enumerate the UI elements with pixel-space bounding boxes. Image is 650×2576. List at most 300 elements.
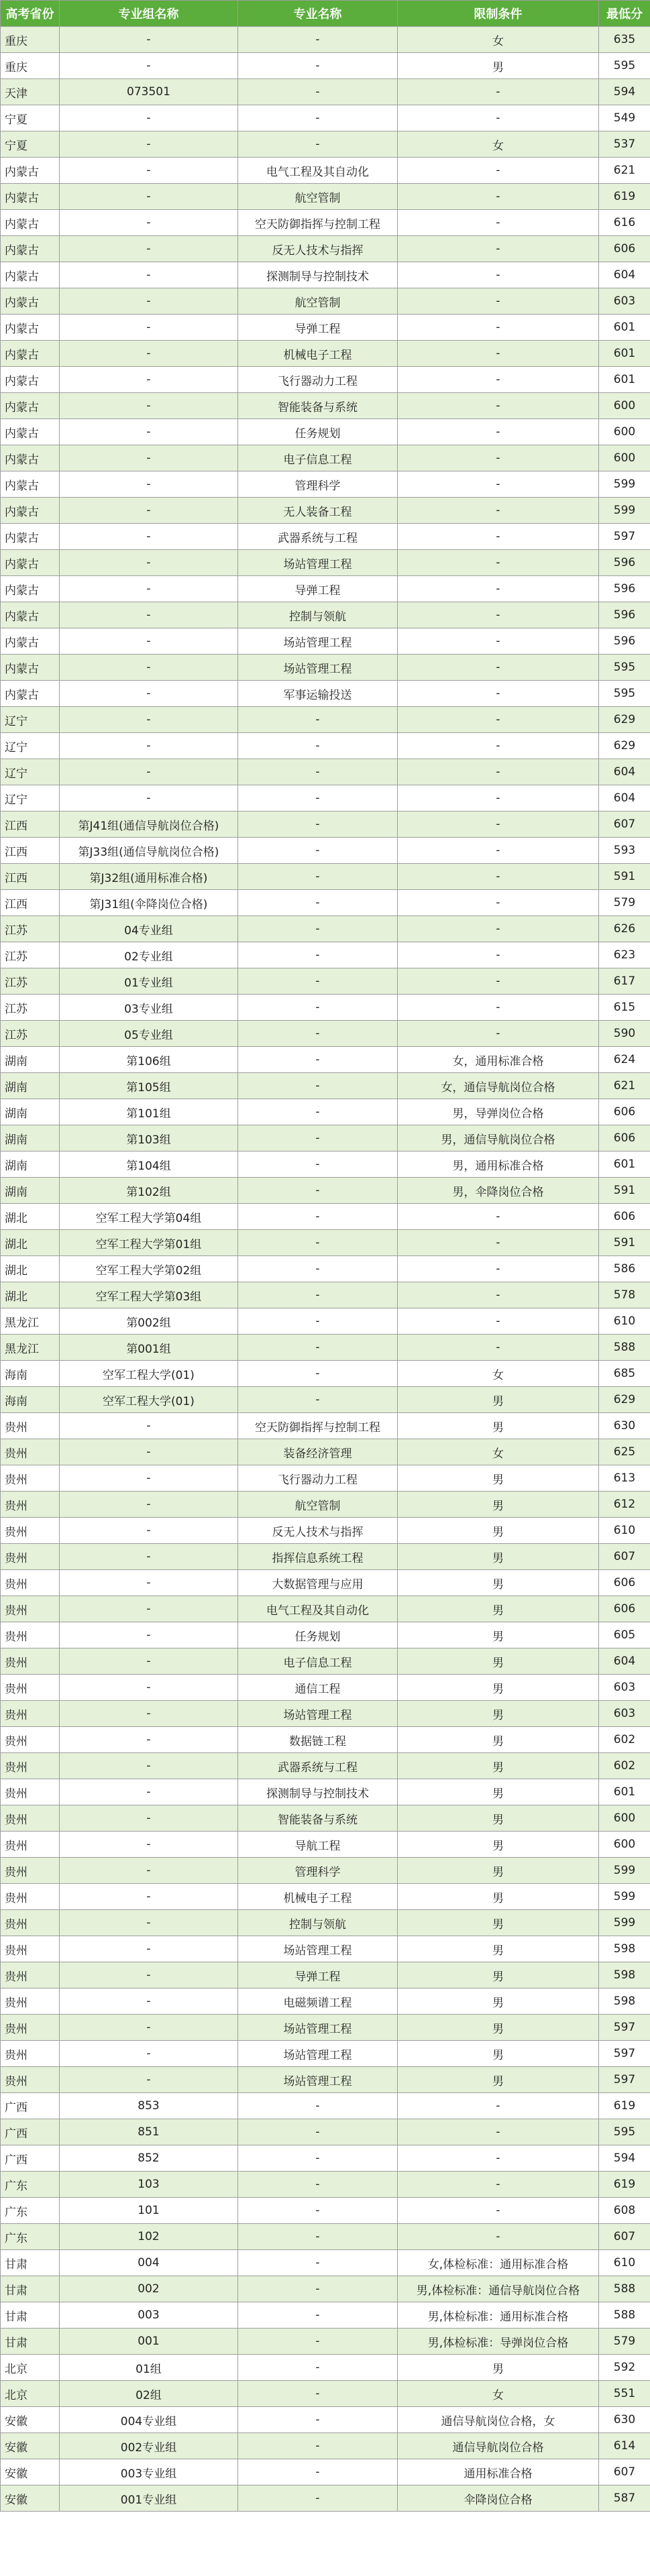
cell-major: 指挥信息系统工程 <box>238 1544 398 1570</box>
cell-group: - <box>60 236 238 262</box>
cell-province: 广东 <box>1 2172 60 2198</box>
cell-major: 场站管理工程 <box>238 1701 398 1727</box>
cell-major: 任务规划 <box>238 419 398 445</box>
col-header-min-score: 最低分 <box>599 1 650 27</box>
cell-restriction: - <box>398 210 599 236</box>
cell-group: 101 <box>60 2198 238 2224</box>
cell-group: - <box>60 210 238 236</box>
cell-restriction: - <box>398 471 599 498</box>
cell-min-score: 616 <box>599 210 650 236</box>
cell-group: 02专业组 <box>60 942 238 968</box>
cell-major: - <box>238 2145 398 2172</box>
cell-min-score: 595 <box>599 2119 650 2145</box>
table-row <box>1 2015 650 2041</box>
cell-restriction: 男 <box>398 1518 599 1544</box>
cell-province: 北京 <box>1 2381 60 2407</box>
cell-group: - <box>60 2041 238 2067</box>
cell-restriction: 男 <box>398 53 599 79</box>
cell-restriction: 男 <box>398 2041 599 2067</box>
cell-province: 江苏 <box>1 1021 60 1047</box>
cell-major: - <box>238 2381 398 2407</box>
cell-min-score: 629 <box>599 1387 650 1413</box>
cell-province: 江苏 <box>1 968 60 995</box>
cell-min-score: 603 <box>599 1701 650 1727</box>
cell-group: - <box>60 1413 238 1439</box>
table-row <box>1 707 650 733</box>
cell-restriction: - <box>398 524 599 550</box>
cell-min-score: 615 <box>599 995 650 1021</box>
cell-min-score: 612 <box>599 1492 650 1518</box>
cell-province: 湖北 <box>1 1230 60 1256</box>
cell-min-score: 629 <box>599 733 650 759</box>
cell-major: 电磁频谱工程 <box>238 1989 398 2015</box>
cell-group: 空军工程大学(01) <box>60 1361 238 1387</box>
cell-restriction: 女 <box>398 1439 599 1465</box>
cell-major: - <box>238 53 398 79</box>
cell-group: - <box>60 498 238 524</box>
cell-province: 安徽 <box>1 2433 60 2459</box>
cell-province: 贵州 <box>1 1465 60 1492</box>
cell-group: 004 <box>60 2250 238 2276</box>
table-row <box>1 2355 650 2381</box>
col-header-group: 专业组名称 <box>60 1 238 27</box>
cell-restriction: 男 <box>398 1832 599 1858</box>
cell-province: 内蒙古 <box>1 576 60 602</box>
cell-group: - <box>60 1544 238 1570</box>
cell-min-score: 610 <box>599 1518 650 1544</box>
table-row <box>1 1256 650 1282</box>
cell-group: 851 <box>60 2119 238 2145</box>
cell-group: 103 <box>60 2172 238 2198</box>
table-row <box>1 1727 650 1753</box>
cell-major: - <box>238 2485 398 2512</box>
cell-min-score: 604 <box>599 785 650 811</box>
table-row <box>1 2093 650 2119</box>
cell-group: 04专业组 <box>60 916 238 942</box>
cell-major: - <box>238 2093 398 2119</box>
cell-restriction: - <box>398 236 599 262</box>
cell-restriction: 男 <box>398 1596 599 1622</box>
cell-restriction: - <box>398 655 599 681</box>
cell-group: - <box>60 1753 238 1779</box>
cell-group: - <box>60 1465 238 1492</box>
table-row <box>1 1753 650 1779</box>
cell-major: 导弹工程 <box>238 576 398 602</box>
cell-major: 飞行器动力工程 <box>238 367 398 393</box>
cell-province: 贵州 <box>1 1596 60 1622</box>
cell-restriction: - <box>398 2145 599 2172</box>
cell-group: 第001组 <box>60 1335 238 1361</box>
cell-restriction: - <box>398 2198 599 2224</box>
cell-group: - <box>60 707 238 733</box>
cell-restriction: - <box>398 498 599 524</box>
cell-major: - <box>238 131 398 158</box>
cell-province: 内蒙古 <box>1 681 60 707</box>
cell-group: - <box>60 1727 238 1753</box>
cell-group: - <box>60 1596 238 1622</box>
cell-min-score: 595 <box>599 681 650 707</box>
table-body <box>1 27 650 2512</box>
cell-major: 场站管理工程 <box>238 628 398 655</box>
cell-restriction: - <box>398 811 599 838</box>
table-row <box>1 1125 650 1152</box>
table-row <box>1 2302 650 2329</box>
cell-province: 广西 <box>1 2119 60 2145</box>
cell-province: 黑龙江 <box>1 1308 60 1335</box>
table-row <box>1 576 650 602</box>
cell-restriction: 男 <box>398 1675 599 1701</box>
cell-major: 航空管制 <box>238 1492 398 1518</box>
cell-major: 航空管制 <box>238 184 398 210</box>
cell-min-score: 600 <box>599 445 650 471</box>
cell-group: - <box>60 1570 238 1596</box>
cell-major: 军事运输投送 <box>238 681 398 707</box>
cell-major: - <box>238 1308 398 1335</box>
cell-restriction: - <box>398 968 599 995</box>
table-row <box>1 2145 650 2172</box>
cell-min-score: 598 <box>599 1936 650 1962</box>
cell-restriction: - <box>398 576 599 602</box>
cell-group: - <box>60 27 238 53</box>
cell-province: 重庆 <box>1 27 60 53</box>
cell-restriction: - <box>398 1230 599 1256</box>
cell-min-score: 601 <box>599 315 650 341</box>
cell-major: - <box>238 838 398 864</box>
cell-group: - <box>60 524 238 550</box>
cell-group: 002专业组 <box>60 2433 238 2459</box>
cell-restriction: - <box>398 1308 599 1335</box>
cell-major: - <box>238 811 398 838</box>
cell-group: - <box>60 471 238 498</box>
cell-province: 内蒙古 <box>1 393 60 419</box>
table-row <box>1 1047 650 1073</box>
cell-min-score: 599 <box>599 498 650 524</box>
cell-major: - <box>238 1047 398 1073</box>
cell-restriction: - <box>398 1256 599 1282</box>
cell-group: - <box>60 341 238 367</box>
cell-province: 江苏 <box>1 995 60 1021</box>
table-row <box>1 968 650 995</box>
table-row <box>1 2041 650 2067</box>
table-row <box>1 53 650 79</box>
table-row <box>1 1152 650 1178</box>
cell-province: 贵州 <box>1 1648 60 1675</box>
cell-province: 甘肃 <box>1 2329 60 2355</box>
cell-restriction: - <box>398 79 599 105</box>
cell-group: 853 <box>60 2093 238 2119</box>
cell-group: - <box>60 105 238 131</box>
cell-restriction: 女 <box>398 2381 599 2407</box>
cell-restriction: 男，通用标准合格 <box>398 1152 599 1178</box>
cell-group: - <box>60 184 238 210</box>
cell-restriction: - <box>398 785 599 811</box>
cell-min-score: 602 <box>599 1727 650 1753</box>
cell-major: 智能装备与系统 <box>238 393 398 419</box>
cell-group: - <box>60 1675 238 1701</box>
table-row <box>1 471 650 498</box>
cell-province: 辽宁 <box>1 759 60 785</box>
cell-province: 江苏 <box>1 916 60 942</box>
cell-province: 湖南 <box>1 1152 60 1178</box>
cell-province: 湖南 <box>1 1178 60 1204</box>
table-row <box>1 1492 650 1518</box>
cell-min-score: 598 <box>599 1962 650 1989</box>
cell-min-score: 600 <box>599 1832 650 1858</box>
cell-group: 02组 <box>60 2381 238 2407</box>
cell-group: 003专业组 <box>60 2459 238 2485</box>
cell-restriction: 男 <box>398 1962 599 1989</box>
cell-restriction: 男，导弹岗位合格 <box>398 1099 599 1125</box>
table-row <box>1 759 650 785</box>
cell-restriction: - <box>398 367 599 393</box>
cell-restriction: - <box>398 1335 599 1361</box>
cell-province: 内蒙古 <box>1 498 60 524</box>
table-row <box>1 1021 650 1047</box>
cell-restriction: 女 <box>398 1361 599 1387</box>
cell-restriction: 男，伞降岗位合格 <box>398 1178 599 1204</box>
table-row <box>1 2433 650 2459</box>
cell-group: 01组 <box>60 2355 238 2381</box>
cell-restriction: 男 <box>398 1805 599 1832</box>
cell-min-score: 603 <box>599 288 650 315</box>
cell-province: 贵州 <box>1 1858 60 1884</box>
cell-restriction: 男 <box>398 1544 599 1570</box>
cell-major: 控制与领航 <box>238 1910 398 1936</box>
cell-major: 无人装备工程 <box>238 498 398 524</box>
table-row <box>1 131 650 158</box>
table-row <box>1 2407 650 2433</box>
cell-group: - <box>60 419 238 445</box>
cell-group: - <box>60 1910 238 1936</box>
cell-restriction: 男 <box>398 1492 599 1518</box>
cell-province: 内蒙古 <box>1 262 60 288</box>
cell-min-score: 621 <box>599 1073 650 1099</box>
cell-restriction: - <box>398 445 599 471</box>
cell-min-score: 621 <box>599 158 650 184</box>
table-row <box>1 184 650 210</box>
cell-group: 第102组 <box>60 1178 238 1204</box>
cell-province: 贵州 <box>1 2067 60 2093</box>
cell-province: 内蒙古 <box>1 550 60 576</box>
cell-min-score: 579 <box>599 2329 650 2355</box>
cell-min-score: 593 <box>599 838 650 864</box>
table-row <box>1 524 650 550</box>
cell-major: - <box>238 1230 398 1256</box>
cell-min-score: 607 <box>599 811 650 838</box>
cell-province: 江西 <box>1 890 60 916</box>
cell-major: - <box>238 1125 398 1152</box>
cell-major: - <box>238 707 398 733</box>
cell-major: 机械电子工程 <box>238 1884 398 1910</box>
cell-min-score: 604 <box>599 262 650 288</box>
cell-major: 任务规划 <box>238 1622 398 1648</box>
cell-min-score: 549 <box>599 105 650 131</box>
cell-restriction: 男，通信导航岗位合格 <box>398 1125 599 1152</box>
cell-group: - <box>60 733 238 759</box>
table-row <box>1 1622 650 1648</box>
cell-province: 贵州 <box>1 1413 60 1439</box>
cell-min-score: 619 <box>599 184 650 210</box>
cell-major: 探测制导与控制技术 <box>238 1779 398 1805</box>
cell-major: 导航工程 <box>238 1832 398 1858</box>
cell-major: - <box>238 942 398 968</box>
cell-major: - <box>238 1361 398 1387</box>
table-row <box>1 498 650 524</box>
cell-restriction: 通信导航岗位合格，女 <box>398 2407 599 2433</box>
cell-min-score: 619 <box>599 2172 650 2198</box>
cell-group: - <box>60 262 238 288</box>
cell-min-score: 596 <box>599 602 650 628</box>
cell-province: 内蒙古 <box>1 602 60 628</box>
table-row <box>1 236 650 262</box>
cell-major: - <box>238 2355 398 2381</box>
cell-group: - <box>60 602 238 628</box>
cell-restriction: 男 <box>398 1858 599 1884</box>
table-row <box>1 445 650 471</box>
cell-restriction: - <box>398 628 599 655</box>
cell-province: 湖北 <box>1 1204 60 1230</box>
cell-major: - <box>238 1178 398 1204</box>
cell-major: - <box>238 1256 398 1282</box>
cell-major: 电气工程及其自动化 <box>238 1596 398 1622</box>
cell-min-score: 537 <box>599 131 650 158</box>
cell-province: 广西 <box>1 2145 60 2172</box>
table-row <box>1 628 650 655</box>
cell-restriction: - <box>398 2224 599 2250</box>
cell-min-score: 596 <box>599 550 650 576</box>
cell-min-score: 594 <box>599 2145 650 2172</box>
table-row <box>1 785 650 811</box>
cell-min-score: 597 <box>599 2015 650 2041</box>
cell-province: 安徽 <box>1 2407 60 2433</box>
cell-restriction: - <box>398 2172 599 2198</box>
cell-min-score: 599 <box>599 1858 650 1884</box>
cell-min-score: 590 <box>599 1021 650 1047</box>
cell-restriction: - <box>398 105 599 131</box>
cell-min-score: 601 <box>599 1152 650 1178</box>
cell-major: 飞行器动力工程 <box>238 1465 398 1492</box>
table-row <box>1 1230 650 1256</box>
cell-major: - <box>238 733 398 759</box>
cell-province: 江苏 <box>1 942 60 968</box>
cell-group: - <box>60 576 238 602</box>
cell-min-score: 604 <box>599 759 650 785</box>
cell-province: 内蒙古 <box>1 445 60 471</box>
table-row <box>1 2224 650 2250</box>
cell-group: - <box>60 1884 238 1910</box>
table-row <box>1 315 650 341</box>
cell-group: 004专业组 <box>60 2407 238 2433</box>
cell-group: 002 <box>60 2276 238 2302</box>
cell-restriction: - <box>398 890 599 916</box>
cell-min-score: 625 <box>599 1439 650 1465</box>
cell-province: 内蒙古 <box>1 184 60 210</box>
cell-restriction: - <box>398 1021 599 1047</box>
cell-province: 贵州 <box>1 1832 60 1858</box>
cell-restriction: - <box>398 184 599 210</box>
cell-major: - <box>238 79 398 105</box>
cell-min-score: 600 <box>599 393 650 419</box>
cell-group: 第105组 <box>60 1073 238 1099</box>
cell-group: - <box>60 1832 238 1858</box>
table-row <box>1 811 650 838</box>
table-row <box>1 1387 650 1413</box>
table-row <box>1 262 650 288</box>
cell-min-score: 606 <box>599 1204 650 1230</box>
cell-group: - <box>60 1622 238 1648</box>
cell-province: 安徽 <box>1 2485 60 2512</box>
cell-group: - <box>60 158 238 184</box>
cell-major: 探测制导与控制技术 <box>238 262 398 288</box>
cell-major: 空天防御指挥与控制工程 <box>238 210 398 236</box>
cell-group: 第103组 <box>60 1125 238 1152</box>
cell-major: - <box>238 2224 398 2250</box>
table-row <box>1 1648 650 1675</box>
cell-major: 电子信息工程 <box>238 445 398 471</box>
cell-province: 贵州 <box>1 1544 60 1570</box>
table-row <box>1 1099 650 1125</box>
cell-province: 贵州 <box>1 1779 60 1805</box>
cell-province: 贵州 <box>1 1518 60 1544</box>
table-row <box>1 341 650 367</box>
cell-restriction: 女 <box>398 27 599 53</box>
table-row <box>1 2485 650 2512</box>
cell-major: - <box>238 2276 398 2302</box>
cell-group: - <box>60 2015 238 2041</box>
table-row <box>1 2381 650 2407</box>
cell-group: - <box>60 1962 238 1989</box>
cell-group: - <box>60 367 238 393</box>
cell-min-score: 606 <box>599 1099 650 1125</box>
cell-major: - <box>238 105 398 131</box>
cell-min-score: 606 <box>599 1596 650 1622</box>
table-row <box>1 1779 650 1805</box>
cell-min-score: 602 <box>599 1753 650 1779</box>
cell-major: 机械电子工程 <box>238 341 398 367</box>
cell-restriction: 男 <box>398 1989 599 2015</box>
table-row <box>1 1596 650 1622</box>
cell-province: 贵州 <box>1 1962 60 1989</box>
cell-group: 003 <box>60 2302 238 2329</box>
cell-restriction: 男 <box>398 1727 599 1753</box>
cell-province: 内蒙古 <box>1 210 60 236</box>
cell-major: 大数据管理与应用 <box>238 1570 398 1596</box>
cell-min-score: 598 <box>599 1989 650 2015</box>
table-row <box>1 2172 650 2198</box>
cell-major: - <box>238 995 398 1021</box>
table-row <box>1 916 650 942</box>
cell-province: 内蒙古 <box>1 315 60 341</box>
cell-province: 内蒙古 <box>1 471 60 498</box>
cell-restriction: 通信导航岗位合格 <box>398 2433 599 2459</box>
cell-restriction: 男,体检标准：导弹岗位合格 <box>398 2329 599 2355</box>
cell-restriction: 男 <box>398 2355 599 2381</box>
cell-major: 电子信息工程 <box>238 1648 398 1675</box>
cell-group: - <box>60 53 238 79</box>
cell-restriction: 女 <box>398 131 599 158</box>
cell-min-score: 551 <box>599 2381 650 2407</box>
table-row <box>1 550 650 576</box>
cell-major: 场站管理工程 <box>238 2015 398 2041</box>
cell-group: 073501 <box>60 79 238 105</box>
cell-province: 北京 <box>1 2355 60 2381</box>
table-row <box>1 1858 650 1884</box>
cell-province: 甘肃 <box>1 2302 60 2329</box>
cell-group: - <box>60 655 238 681</box>
cell-province: 江西 <box>1 838 60 864</box>
cell-restriction: - <box>398 2119 599 2145</box>
cell-restriction: 通用标准合格 <box>398 2459 599 2485</box>
